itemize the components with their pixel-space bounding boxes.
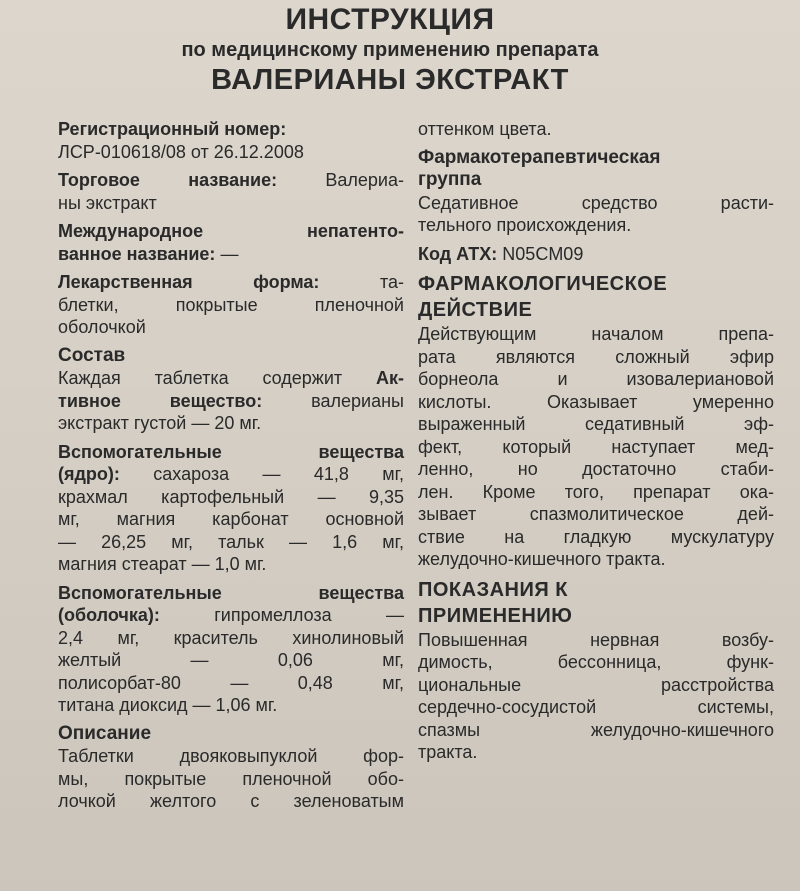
active-substance-label: тивное вещество: xyxy=(58,390,263,411)
pharm-line: зывает спазмолитическое дей- xyxy=(418,504,774,524)
indications-line: спазмы желудочно-кишечного xyxy=(418,719,774,740)
dosage-form-label: Лекарственная форма: xyxy=(58,272,320,292)
pharm-line: ленно, но достаточно стаби- xyxy=(418,459,774,479)
pharm-line: ствие на гладкую мускулатуру xyxy=(418,526,774,547)
product-name: ВАЛЕРИАНЫ ЭКСТРАКТ xyxy=(211,64,569,96)
trade-name-line xyxy=(58,169,404,192)
inn-line2 xyxy=(58,243,404,266)
left-column xyxy=(58,118,404,813)
excipients-core-line6: магния стеарат — 1,0 мг. xyxy=(58,554,267,574)
excipients-shell-line4: желтый — 0,06 мг, xyxy=(58,650,404,670)
pharm-line: желудочно-кишечного тракта. xyxy=(418,549,666,569)
excipients-shell-heading: Вспомогательные вещества xyxy=(58,582,404,603)
dosage-form-line3: оболочкой xyxy=(58,317,146,337)
registration-label: Регистрационный номер: xyxy=(58,119,287,139)
group-line1: Седативное средство расти- xyxy=(418,192,774,213)
inn-label: ванное название: xyxy=(58,243,216,264)
excipients-core-label: (ядро): xyxy=(58,464,120,484)
pharmacological-action-heading-cont: ДЕЙСТВИЕ xyxy=(418,299,533,321)
pharm-line: борнеола и изовалериановой xyxy=(418,369,774,389)
group-line2: тельного происхождения. xyxy=(418,215,632,235)
active-substance-value: валерианы xyxy=(311,390,404,411)
composition-text: Каждая таблетка содержит xyxy=(58,368,343,388)
active-substance-label-start: Ак- xyxy=(375,368,404,388)
indications-line: тракта. xyxy=(418,742,478,762)
composition-line1 xyxy=(58,367,404,390)
excipients-core-line5: — 26,25 мг, тальк — 1,6 мг, xyxy=(58,531,404,552)
description-line1: Таблетки двояковыпуклой фор- xyxy=(58,746,404,766)
inn-label-line1: Международное непатенто- xyxy=(58,221,404,241)
excipients-core-line3: крахмал картофельный — 9,35 xyxy=(58,486,404,507)
composition-line3: экстракт густой — 20 мг. xyxy=(58,413,262,433)
excipients-core-heading: Вспомогательные вещества xyxy=(58,441,404,462)
trade-name-label: Торговое название: xyxy=(58,170,278,190)
excipients-core-line2 xyxy=(58,463,404,486)
trade-name-value-cont: ны экстракт xyxy=(58,192,157,213)
atc-code-label: Код АТХ: xyxy=(418,243,498,264)
indications-heading-cont: ПРИМЕНЕНИЮ xyxy=(418,604,573,627)
pharm-line: Действующим началом препа- xyxy=(418,324,774,344)
right-column xyxy=(418,118,774,764)
document-subtitle: по медицинскому применению препарата xyxy=(181,39,599,61)
pharmacotherapeutic-group-heading: Фармакотерапевтическая xyxy=(418,146,661,168)
excipients-shell-line5: полисорбат-80 — 0,48 мг, xyxy=(58,672,404,693)
description-line2: мы, покрытые пленочной обо- xyxy=(58,768,404,789)
indications-line: димость, бессонница, функ- xyxy=(418,652,774,672)
excipients-shell-line6: титана диоксид — 1,06 мг. xyxy=(58,695,278,715)
indications-heading: ПОКАЗАНИЯ К xyxy=(418,578,569,601)
dosage-form-line2: блетки, покрытые пленочной xyxy=(58,294,404,315)
pharm-line: фект, который наступает мед- xyxy=(418,436,774,457)
inn-value: — xyxy=(220,243,239,264)
atc-code-value: N05CM09 xyxy=(502,243,584,264)
description-continuation: оттенком цвета. xyxy=(418,119,552,139)
composition-heading: Состав xyxy=(58,344,126,366)
composition-line2 xyxy=(58,390,404,413)
excipients-shell-label: (оболочка): xyxy=(58,605,160,625)
document-title: ИНСТРУКЦИЯ xyxy=(285,3,495,36)
pharm-line: кислоты. Оказывает умеренно xyxy=(418,391,774,412)
excipients-shell-line2 xyxy=(58,604,404,627)
excipients-core-line4: мг, магния карбонат основной xyxy=(58,509,404,529)
dosage-form-value: та- xyxy=(379,272,404,292)
pharm-line: лен. Кроме того, препарат ока- xyxy=(418,481,774,502)
trade-name-value: Валериа- xyxy=(325,170,404,190)
excipients-shell-hypromellose: гипромеллоза — xyxy=(214,605,404,625)
indications-line: Повышенная нервная возбу- xyxy=(418,629,774,650)
pharm-line: выраженный седативный эф- xyxy=(418,414,774,434)
indications-line: сердечно-сосудистой системы, xyxy=(418,697,774,717)
pharm-line: рата являются сложный эфир xyxy=(418,346,774,367)
description-heading: Описание xyxy=(58,722,152,744)
atc-code-line xyxy=(418,243,774,266)
pharmacological-action-heading: ФАРМАКОЛОГИЧЕСКОЕ xyxy=(418,273,668,295)
leaflet-header xyxy=(60,2,720,98)
indications-line: циональные расстройства xyxy=(418,674,774,695)
description-line3: лочкой желтого с зеленоватым xyxy=(58,791,404,811)
registration-value: ЛСР-010618/08 от 26.12.2008 xyxy=(58,141,304,162)
dosage-form-line xyxy=(58,271,404,294)
pharmacotherapeutic-group-heading-cont: группа xyxy=(418,169,482,190)
excipients-core-sucrose: сахароза — 41,8 мг, xyxy=(153,464,404,484)
excipients-shell-line3: 2,4 мг, краситель хинолиновый xyxy=(58,627,404,648)
